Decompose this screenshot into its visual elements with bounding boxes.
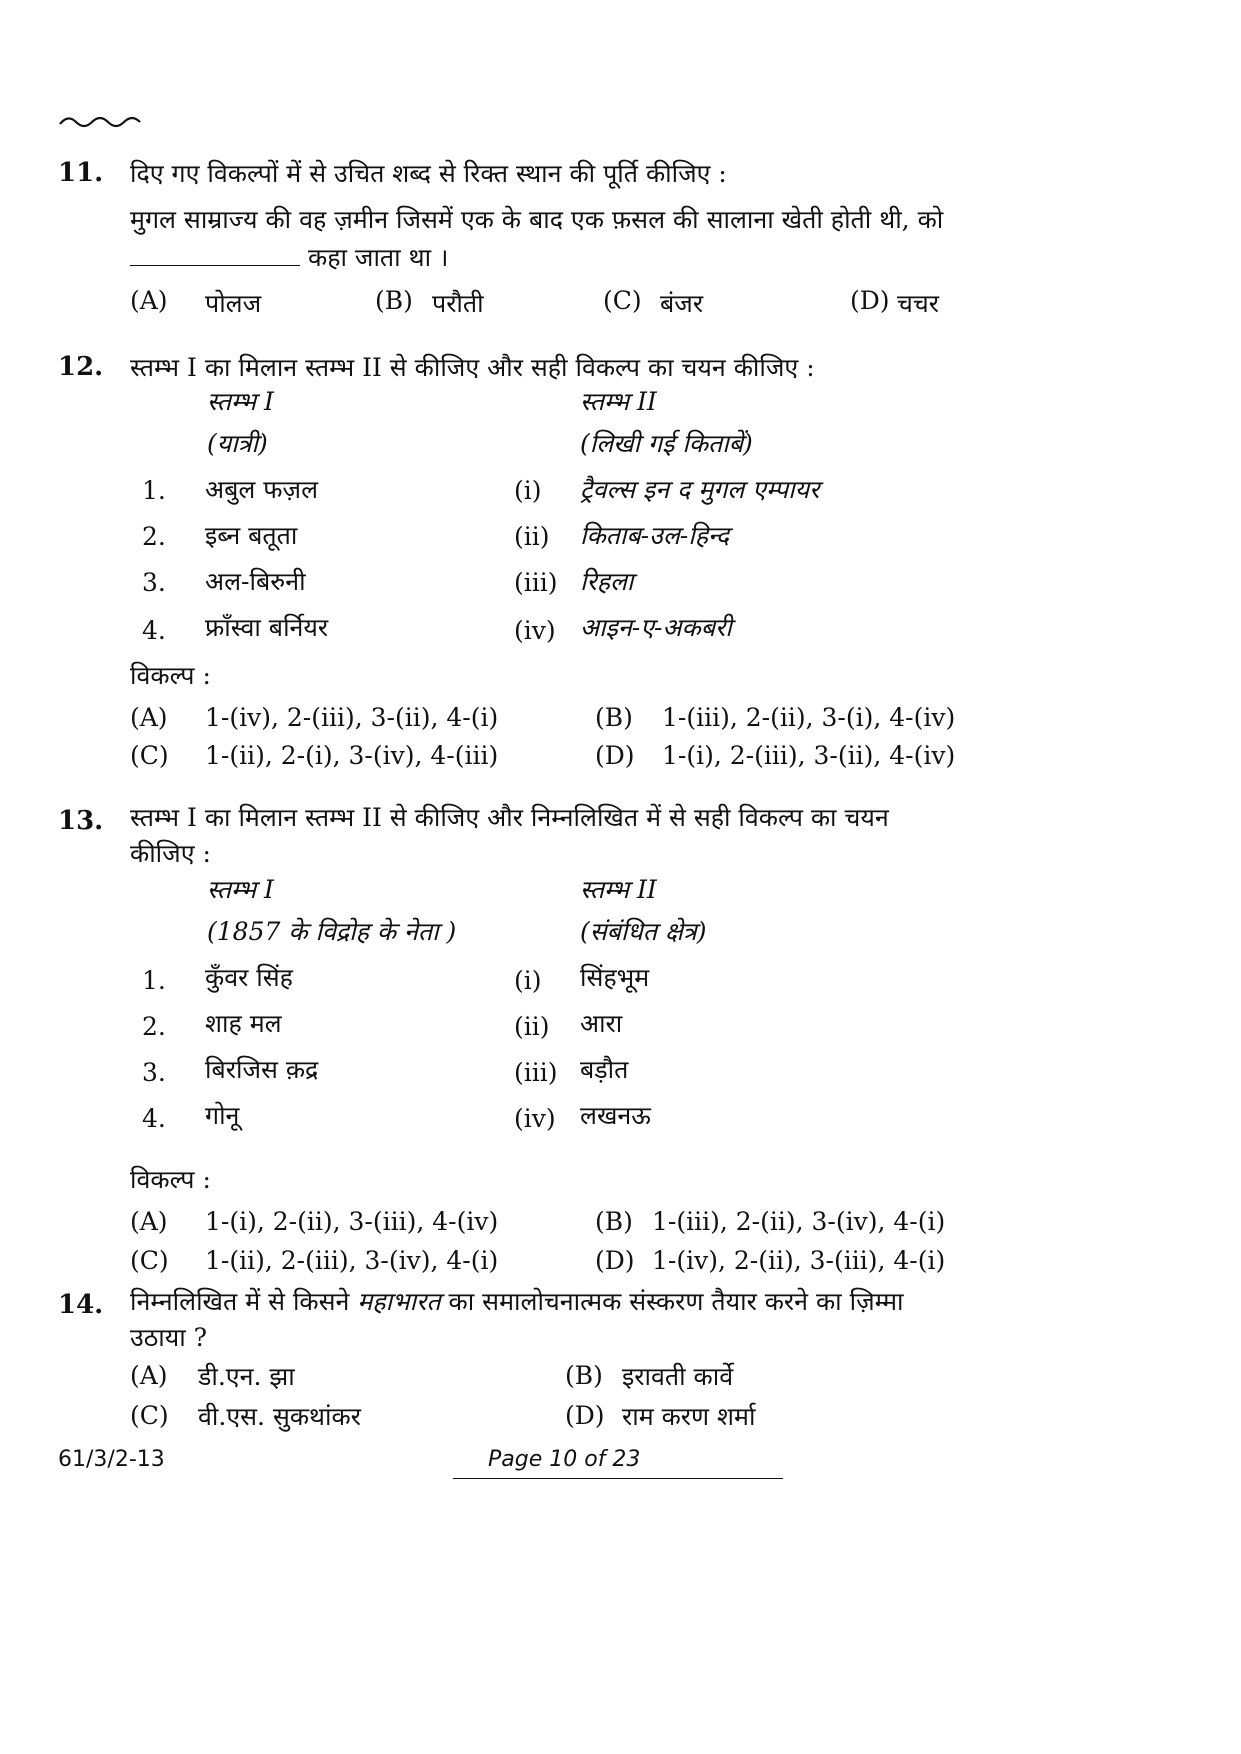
option-text: वी.एस. सुकथांकर [198,1402,361,1431]
row-roman: (iii) [514,568,558,597]
option-label: (A) [130,1207,168,1236]
row-left: अबुल फज़ल [205,475,319,504]
row-number: 3. [142,1058,166,1087]
row-right: आरा [580,1009,623,1038]
row-number: 4. [142,1104,166,1133]
row-roman: (iv) [514,1104,556,1133]
question-text: मुगल साम्राज्य की वह ज़मीन जिसमें एक के बाद एक फ़सल की सालाना खेती होती थी, को [130,205,944,234]
page-number: Page 10 of 23 [488,1447,641,1472]
option-label: (A) [130,1361,168,1390]
row-roman: (i) [514,966,542,995]
wave-ornament [58,112,148,132]
option-text: 1-(i), 2-(ii), 3-(iii), 4-(iv) [205,1207,499,1236]
option-label: (D) [565,1401,605,1430]
question-number: 11. [58,158,104,188]
footer-rule [453,1478,783,1479]
row-right: किताब-उल-हिन्द [580,521,729,550]
row-left: फ्राँस्वा बर्नियर [205,613,329,642]
option-label: (B) [565,1361,603,1390]
option-text: परौती [432,289,484,318]
question-text: दिए गए विकल्पों में से उचित शब्द से रिक्त स्थान की पूर्ति कीजिए : [130,159,727,188]
column-title: स्तम्भ I [207,875,274,904]
option-label: (D) [595,1246,635,1275]
row-left: अल-बिरुनी [205,567,306,596]
option-label: (C) [130,741,169,770]
column-subtitle: (यात्री) [207,429,268,458]
row-left: इब्न बतूता [205,521,298,550]
option-text: 1-(iv), 2-(ii), 3-(iii), 4-(i) [652,1246,946,1275]
question-number: 12. [58,352,104,382]
paper-code: 61/3/2-13 [58,1447,165,1472]
row-number: 1. [142,966,166,995]
option-label: (A) [130,286,168,315]
option-text: इरावती कार्वे [622,1362,734,1391]
option-label: (B) [375,286,413,315]
option-label: (B) [595,703,633,732]
column-subtitle: (संबंधित क्षेत्र) [580,917,707,946]
option-label: (C) [130,1246,169,1275]
row-roman: (ii) [514,522,550,551]
column-subtitle: (1857 के विद्रोह के नेता ) [207,917,457,946]
question-text: उठाया ? [130,1323,208,1352]
column-title: स्तम्भ I [207,387,274,416]
option-text: 1-(iii), 2-(ii), 3-(i), 4-(iv) [662,703,956,732]
row-right: आइन-ए-अकबरी [580,613,732,642]
row-number: 1. [142,476,166,505]
row-right: लखनऊ [580,1101,651,1130]
options-heading: विकल्प : [130,661,211,690]
row-roman: (i) [514,476,542,505]
row-left: शाह मल [205,1009,282,1038]
option-text: 1-(iv), 2-(iii), 3-(ii), 4-(i) [205,703,499,732]
column-title: स्तम्भ II [580,875,657,904]
option-label: (C) [130,1401,169,1430]
row-left: गोनू [205,1101,240,1130]
question-text: स्तम्भ I का मिलान स्तम्भ II से कीजिए और सही विकल्प का चयन कीजिए : [130,353,815,382]
question-text: कीजिए : [130,839,211,868]
row-right: बड़ौत [580,1055,629,1084]
row-roman: (iii) [514,1058,558,1087]
option-text: चचर [897,289,939,318]
option-text: 1-(iii), 2-(ii), 3-(iv), 4-(i) [652,1207,946,1236]
row-roman: (ii) [514,1012,550,1041]
question-text: स्तम्भ I का मिलान स्तम्भ II से कीजिए और निम्नलिखित में से सही विकल्प का चयन [130,803,889,832]
row-number: 2. [142,522,166,551]
row-number: 2. [142,1012,166,1041]
option-text: पोलज [205,289,262,318]
option-label: (D) [850,286,890,315]
row-left: बिरजिस क़द्र [205,1055,319,1084]
row-right: ट्रैवल्स इन द मुगल एम्पायर [580,475,820,504]
option-text: 1-(ii), 2-(iii), 3-(iv), 4-(i) [205,1246,499,1275]
option-text: 1-(i), 2-(iii), 3-(ii), 4-(iv) [662,741,956,770]
option-label: (A) [130,703,168,732]
option-text: राम करण शर्मा [622,1402,756,1431]
row-right: सिंहभूम [580,963,650,992]
option-label: (B) [595,1207,633,1236]
option-label: (D) [595,741,635,770]
column-title: स्तम्भ II [580,387,657,416]
option-text: बंजर [660,289,704,318]
row-number: 3. [142,568,166,597]
question-text: कहा जाता था । [130,240,448,274]
column-subtitle: (लिखी गई किताबें) [580,429,753,458]
option-label: (C) [603,286,642,315]
option-text: डी.एन. झा [198,1362,295,1391]
fill-blank [130,241,300,266]
option-text: 1-(ii), 2-(i), 3-(iv), 4-(iii) [205,741,499,770]
question-text: निम्नलिखित में से किसने महाभारत का समालोचनात्मक संस्करण तैयार करने का ज़िम्मा [130,1287,904,1316]
row-right: रिहला [580,567,634,596]
row-roman: (iv) [514,616,556,645]
options-heading: विकल्प : [130,1165,211,1194]
question-number: 13. [58,806,104,836]
row-number: 4. [142,616,166,645]
question-number: 14. [58,1290,104,1320]
row-left: कुँवर सिंह [205,963,293,992]
